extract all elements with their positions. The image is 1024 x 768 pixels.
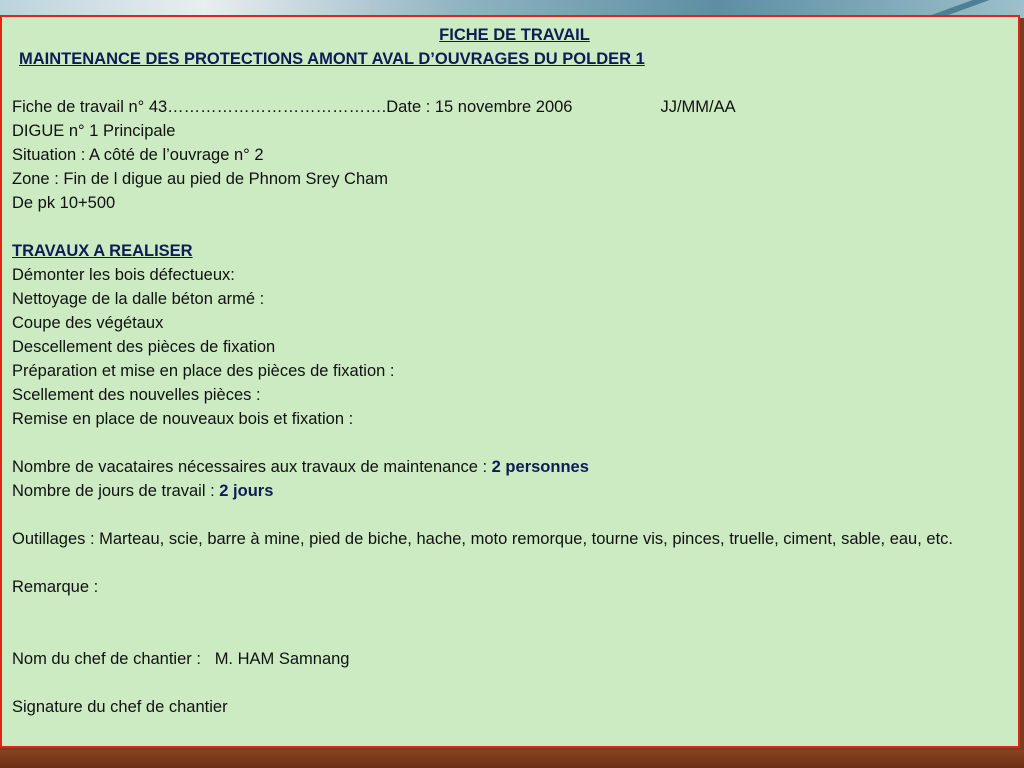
bottom-decorative-band xyxy=(0,750,1024,768)
spacer xyxy=(12,71,1017,95)
jours-value: 2 jours xyxy=(219,482,274,500)
work-sheet xyxy=(0,15,1020,748)
sheet-content xyxy=(12,23,1017,719)
travaux-item: Préparation et mise en place des pièces de fixation : xyxy=(12,362,395,380)
chef-line: Nom du chef de chantier : M. HAM Samnang xyxy=(12,650,350,668)
travaux-item: Remise en place de nouveaux bois et fixation : xyxy=(12,410,354,428)
zone-line: Zone : Fin de l digue au pied de Phnom Srey Cham xyxy=(12,170,389,188)
travaux-item: Scellement des nouvelles pièces : xyxy=(12,386,261,404)
outillages-paragraph: Outillages : Marteau, scie, barre à mine, pied de biche, hache, moto remorque, tourne vis, pinces, truelle, ciment, sable, eau, etc. xyxy=(12,530,953,548)
travaux-heading: TRAVAUX A REALISER xyxy=(12,242,193,260)
vacataires-line xyxy=(12,455,1017,479)
situation-line: Situation : A côté de l’ouvrage n° 2 xyxy=(12,146,264,164)
spacer xyxy=(12,503,1017,527)
pk-line: De pk 10+500 xyxy=(12,194,116,212)
travaux-item: Coupe des végétaux xyxy=(12,314,164,332)
signature-line: Signature du chef de chantier xyxy=(12,698,228,716)
travaux-item: Démonter les bois défectueux: xyxy=(12,266,235,284)
travaux-item: Descellement des pièces de fixation xyxy=(12,338,276,356)
jours-label: Nombre de jours de travail : xyxy=(12,482,220,500)
vacataires-label: Nombre de vacataires nécessaires aux travaux de maintenance : xyxy=(12,458,492,476)
spacer xyxy=(12,431,1017,455)
sheet-subtitle: MAINTENANCE DES PROTECTIONS AMONT AVAL D’OUVRAGES DU POLDER 1 xyxy=(19,50,645,68)
sheet-title: FICHE DE TRAVAIL xyxy=(439,26,590,44)
travaux-item: Nettoyage de la dalle béton armé : xyxy=(12,290,265,308)
spacer xyxy=(12,215,1017,239)
date-format: JJ/MM/AA xyxy=(660,98,736,116)
vacataires-value: 2 personnes xyxy=(491,458,589,476)
fiche-line xyxy=(12,95,1017,119)
fiche-number-date: Fiche de travail n° 43………………………………….Date : 15 novembre 2006 xyxy=(12,98,573,116)
spacer xyxy=(12,671,1017,695)
remarque-line: Remarque : xyxy=(12,578,99,596)
jours-line xyxy=(12,479,1017,503)
spacer xyxy=(12,623,1017,647)
spacer xyxy=(12,551,1017,575)
spacer xyxy=(12,599,1017,623)
digue-line: DIGUE n° 1 Principale xyxy=(12,122,176,140)
